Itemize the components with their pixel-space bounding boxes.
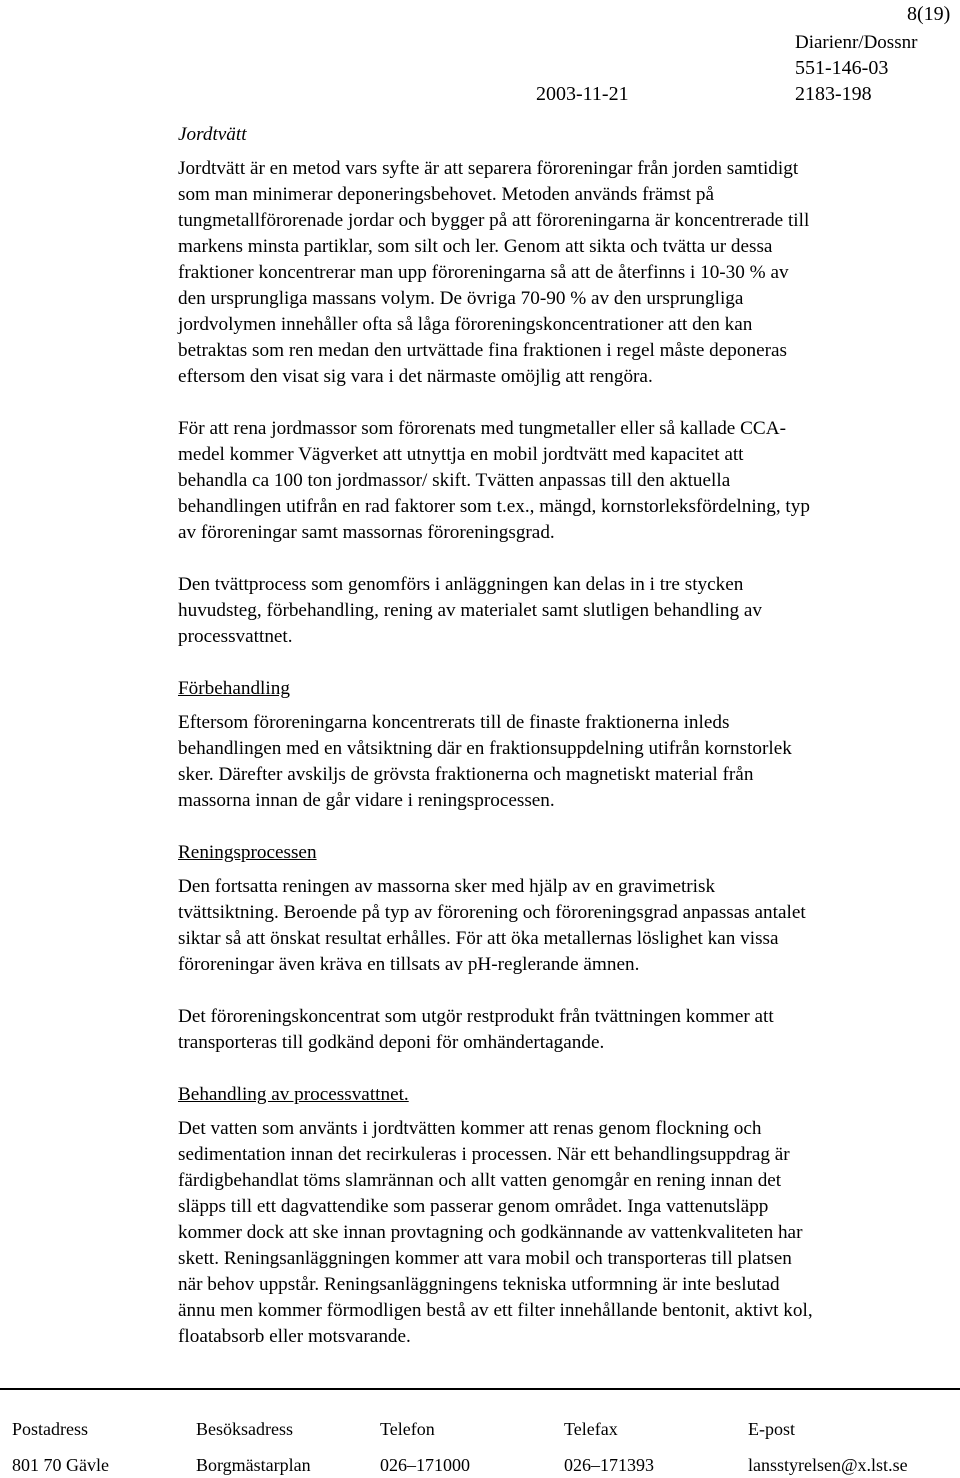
footer-postadress: 801 70 Gävle xyxy=(12,1455,109,1475)
text-line: Eftersom föroreningarna koncentrerats till de finaste fraktionerna inleds xyxy=(178,712,730,733)
text-line: Jordtvätt är en metod vars syfte är att separera föroreningar från jorden samtidigt xyxy=(178,158,799,179)
document-date: 2003-11-21 xyxy=(536,83,629,105)
text-line: sedimentation innan det recirkuleras i processen. När ett behandlingsuppdrag är xyxy=(178,1144,790,1165)
text-line: av föroreningar samt massornas föroreningsgrad. xyxy=(178,522,555,543)
text-line: behandlingen med en våtsiktning där en fraktionsuppdelning utifrån kornstorlek xyxy=(178,738,792,759)
text-line: färdigbehandlat töms slamrännan och allt vatten genomgår en rening innan det xyxy=(178,1170,782,1191)
text-line: Det föroreningskoncentrat som utgör restprodukt från tvättningen kommer att xyxy=(178,1006,774,1027)
section-heading-jordtvatt: Jordtvätt xyxy=(178,124,247,145)
text-line: eftersom den visat sig vara i det närmaste omöjlig att rengöra. xyxy=(178,366,653,387)
footer-label-besoksadress: Besöksadress xyxy=(196,1419,293,1439)
footer-divider xyxy=(0,1388,960,1390)
text-line: släpps till ett dagvattendike som passerar genom området. Inga vattenutsläpp xyxy=(178,1196,769,1217)
text-line: transporteras till godkänd deponi för omhändertagande. xyxy=(178,1032,605,1053)
paragraph-processvatten xyxy=(178,1116,938,1350)
paragraph-forbehandling xyxy=(178,710,938,814)
text-line: ännu men kommer förmodligen bestå av ett filter innehållande bentonit, aktivt kol, xyxy=(178,1300,813,1321)
text-line: skett. Reningsanläggningen kommer att vara mobil och transporteras till platsen xyxy=(178,1248,792,1269)
text-line: Det vatten som använts i jordtvätten kommer att renas genom flockning och xyxy=(178,1118,762,1139)
text-line: sker. Därefter avskiljs de grövsta fraktionerna och magnetiskt material från xyxy=(178,764,754,785)
text-line: massorna innan de går vidare i reningsprocessen. xyxy=(178,790,555,811)
paragraph-jordtvatt-steps xyxy=(178,572,938,650)
text-line: när behov uppstår. Reningsanläggningens tekniska utformning är inte beslutad xyxy=(178,1274,780,1295)
text-line: processvattnet. xyxy=(178,626,293,647)
text-line: jordvolymen innehåller ofta så låga föroreningskoncentrationer att den kan xyxy=(178,314,753,335)
dossier-number: 2183-198 xyxy=(795,83,872,105)
text-line: För att rena jordmassor som förorenats med tungmetaller eller så kallade CCA- xyxy=(178,418,786,439)
text-line: tungmetallförorenade jordar och bygger på att föroreningarna är koncentrerade till xyxy=(178,210,810,231)
footer-label-epost: E-post xyxy=(748,1419,795,1439)
text-line: behandla ca 100 ton jordmassor/ skift. Tvätten anpassas till den aktuella xyxy=(178,470,731,491)
text-line: betraktas som ren medan den urtvättade fina fraktionen i regel måste deponeras xyxy=(178,340,787,361)
text-line: tvättsiktning. Beroende på typ av förorening och föroreningsgrad anpassas antalet xyxy=(178,902,806,923)
text-line: huvudsteg, förbehandling, rening av materialet samt slutligen behandling av xyxy=(178,600,763,621)
document-body xyxy=(178,122,938,1350)
section-heading-reningsprocessen: Reningsprocessen xyxy=(178,842,317,863)
section-heading-processvatten: Behandling av processvattnet. xyxy=(178,1084,409,1105)
paragraph-jordtvatt-intro xyxy=(178,156,938,390)
footer-besoksadress: Borgmästarplan xyxy=(196,1455,311,1475)
diarie-label: Diarienr/Dossnr xyxy=(795,32,918,53)
text-line: behandlingen utifrån en rad faktorer som t.ex., mängd, kornstorleksfördelning, typ xyxy=(178,496,810,517)
text-line: som man minimerar deponeringsbehovet. Metoden används främst på xyxy=(178,184,715,205)
text-line: föroreningar även kräva en tillsats av pH-reglerande ämnen. xyxy=(178,954,640,975)
footer-label-telefax: Telefax xyxy=(564,1419,618,1439)
footer-telefon: 026–171000 xyxy=(380,1455,470,1475)
text-line: floatabsorb eller motsvarande. xyxy=(178,1326,411,1347)
text-line: fraktioner koncentrerar man upp föroreningarna så att de återfinns i 10-30 % av xyxy=(178,262,789,283)
text-line: markens minsta partiklar, som silt och ler. Genom att sikta och tvätta ur dessa xyxy=(178,236,773,257)
text-line: Den tvättprocess som genomförs i anläggningen kan delas in i tre stycken xyxy=(178,574,744,595)
diarie-number: 551-146-03 xyxy=(795,57,889,79)
footer-epost[interactable]: lansstyrelsen@x.lst.se xyxy=(748,1455,908,1475)
text-line: siktar så att önskat resultat erhålles. För att öka metallernas löslighet kan vissa xyxy=(178,928,779,949)
footer-label-telefon: Telefon xyxy=(380,1419,435,1439)
paragraph-reningsprocessen-deponi xyxy=(178,1004,938,1056)
paragraph-jordtvatt-capacity xyxy=(178,416,938,546)
footer-label-postadress: Postadress xyxy=(12,1419,88,1439)
page-number: 8(19) xyxy=(907,3,951,25)
text-line: den ursprungliga massans volym. De övriga 70-90 % av den ursprungliga xyxy=(178,288,744,309)
footer-telefax: 026–171393 xyxy=(564,1455,654,1475)
paragraph-reningsprocessen xyxy=(178,874,938,978)
text-line: medel kommer Vägverket att utnyttja en mobil jordtvätt med kapacitet att xyxy=(178,444,744,465)
section-heading-forbehandling: Förbehandling xyxy=(178,678,290,699)
text-line: kommer dock att ske innan provtagning och godkännande av vattenkvaliteten har xyxy=(178,1222,803,1243)
text-line: Den fortsatta reningen av massorna sker med hjälp av en gravimetrisk xyxy=(178,876,716,897)
